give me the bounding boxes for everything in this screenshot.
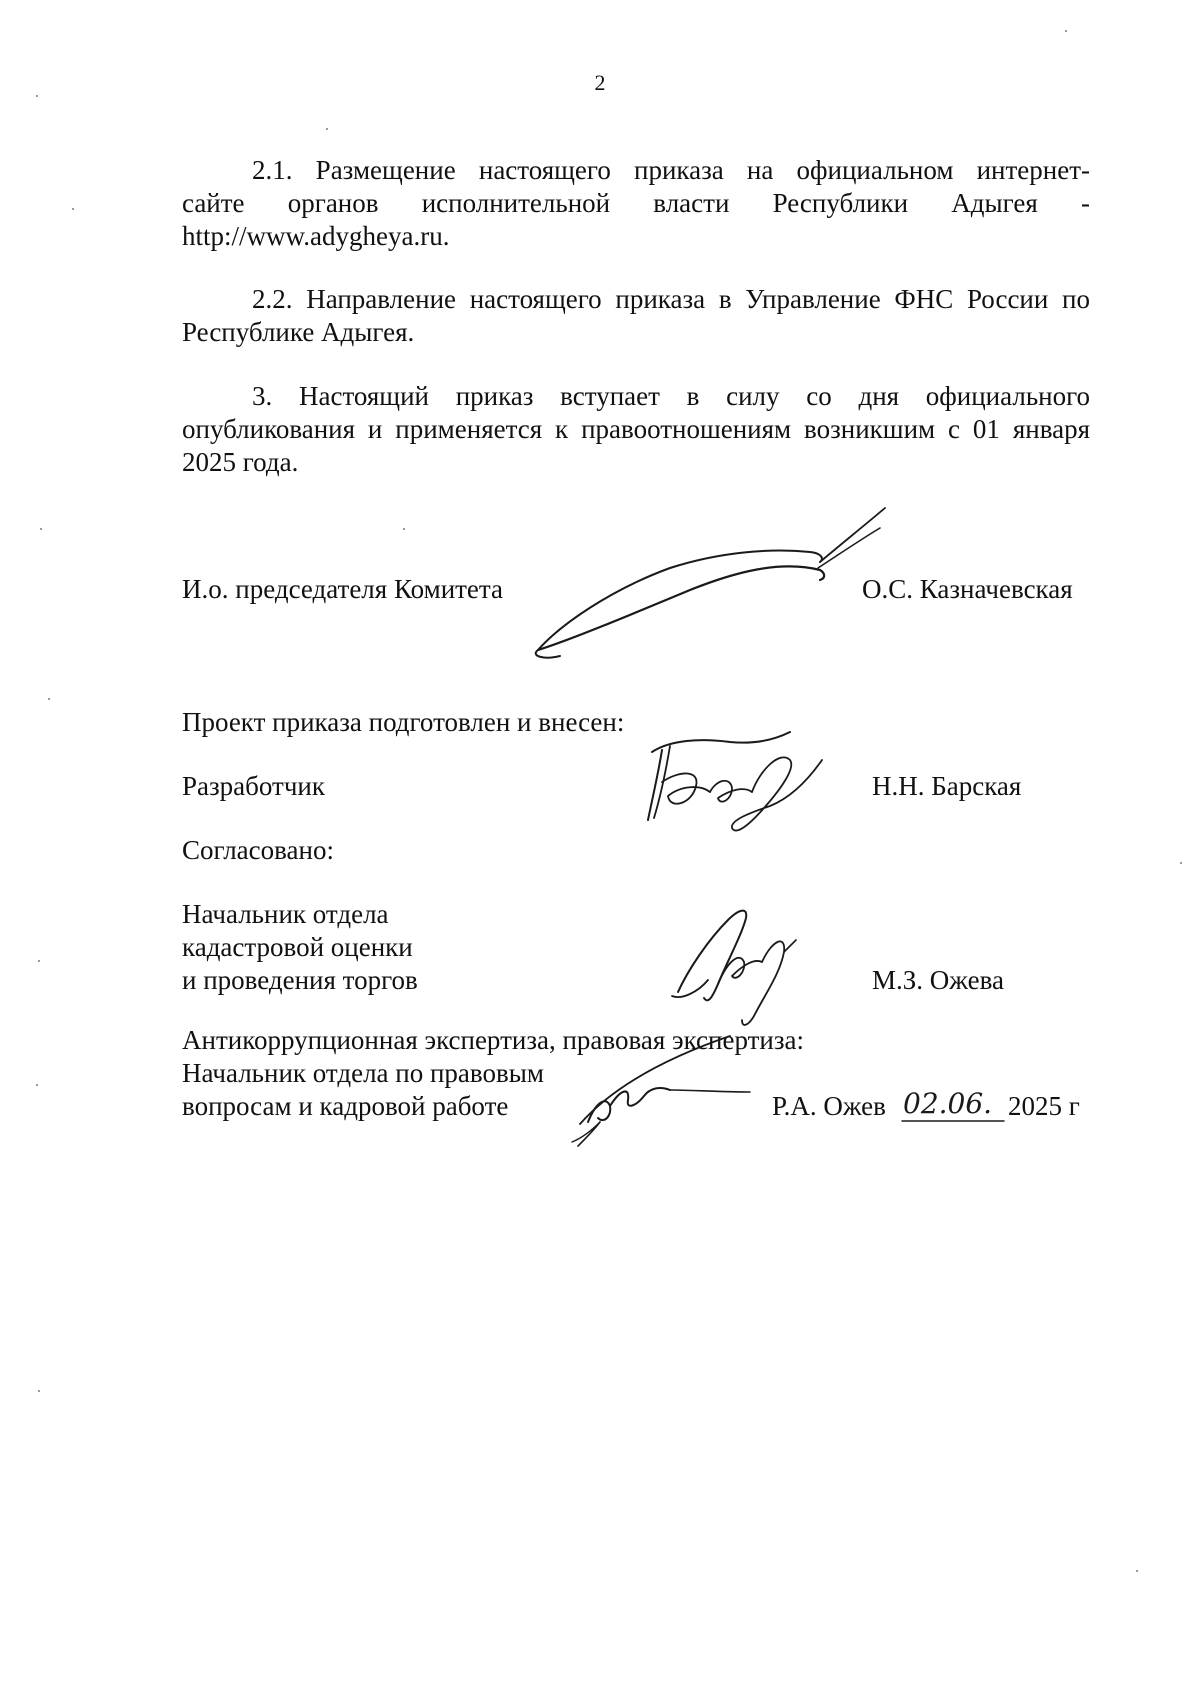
cadastral-position-line: и проведения торгов — [182, 965, 418, 995]
date-underline — [900, 1118, 1010, 1124]
paragraph-line: 3. Настоящий приказ вступает в силу со дня официального — [252, 381, 1090, 411]
scan-speck — [326, 128, 328, 130]
cadastral-position-line: кадастровой оценки — [182, 932, 413, 962]
scan-speck — [48, 698, 50, 700]
scan-speck — [1180, 862, 1182, 864]
scan-speck — [403, 528, 405, 530]
scan-speck — [72, 208, 74, 210]
paragraph-line: сайте органов исполнительной власти Республики Адыгея - — [182, 188, 1090, 218]
paragraph-2-2 — [182, 283, 1090, 349]
scan-speck — [40, 528, 42, 530]
developer-signature — [640, 720, 830, 840]
paragraph-2-1 — [182, 154, 1090, 253]
page-number: 2 — [594, 70, 606, 95]
cadastral-name: М.З. Ожева — [872, 965, 1004, 995]
paragraph-line: 2025 года. — [182, 447, 299, 477]
scan-speck — [38, 960, 40, 962]
expertise-position-line: Начальник отдела по правовым — [182, 1058, 544, 1088]
chair-position: И.о. председателя Комитета — [182, 574, 504, 604]
scan-speck — [1065, 30, 1067, 32]
paragraph-line: 2.1. Размещение настоящего приказа на официальном интернет- — [252, 155, 1090, 185]
developer-name: Н.Н. Барская — [872, 771, 1022, 801]
cadastral-signature — [668, 900, 798, 1030]
chair-name: О.С. Казначевская — [862, 574, 1073, 604]
paragraph-line: http://www.adygheya.ru. — [182, 221, 450, 251]
scan-speck — [38, 1390, 40, 1392]
paragraph-line: опубликования и применяется к правоотношениям возникшим с 01 января — [182, 414, 1090, 444]
paragraph-line: 2.2. Направление настоящего приказа в Управление ФНС России по — [252, 284, 1090, 314]
scan-speck — [36, 1084, 38, 1086]
year-suffix: 2025 г — [1008, 1091, 1080, 1121]
agreed-intro: Согласовано: — [182, 835, 334, 865]
expertise-name: Р.А. Ожев — [772, 1091, 886, 1121]
expertise-position-line: вопросам и кадровой работе — [182, 1091, 509, 1121]
scan-speck — [1136, 1570, 1138, 1572]
handwritten-date: 02.06. — [903, 1087, 993, 1120]
cadastral-position-line: Начальник отдела — [182, 899, 389, 929]
paragraph-3 — [182, 380, 1090, 479]
expertise-signature — [570, 1030, 760, 1150]
scan-speck — [36, 95, 38, 97]
paragraph-line: Республике Адыгея. — [182, 317, 415, 347]
expertise-heading: Антикоррупционная экспертиза, правовая экспертиза: — [182, 1025, 805, 1055]
chair-signature — [520, 500, 900, 670]
prepared-intro: Проект приказа подготовлен и внесен: — [182, 707, 625, 737]
developer-position: Разработчик — [182, 771, 325, 801]
